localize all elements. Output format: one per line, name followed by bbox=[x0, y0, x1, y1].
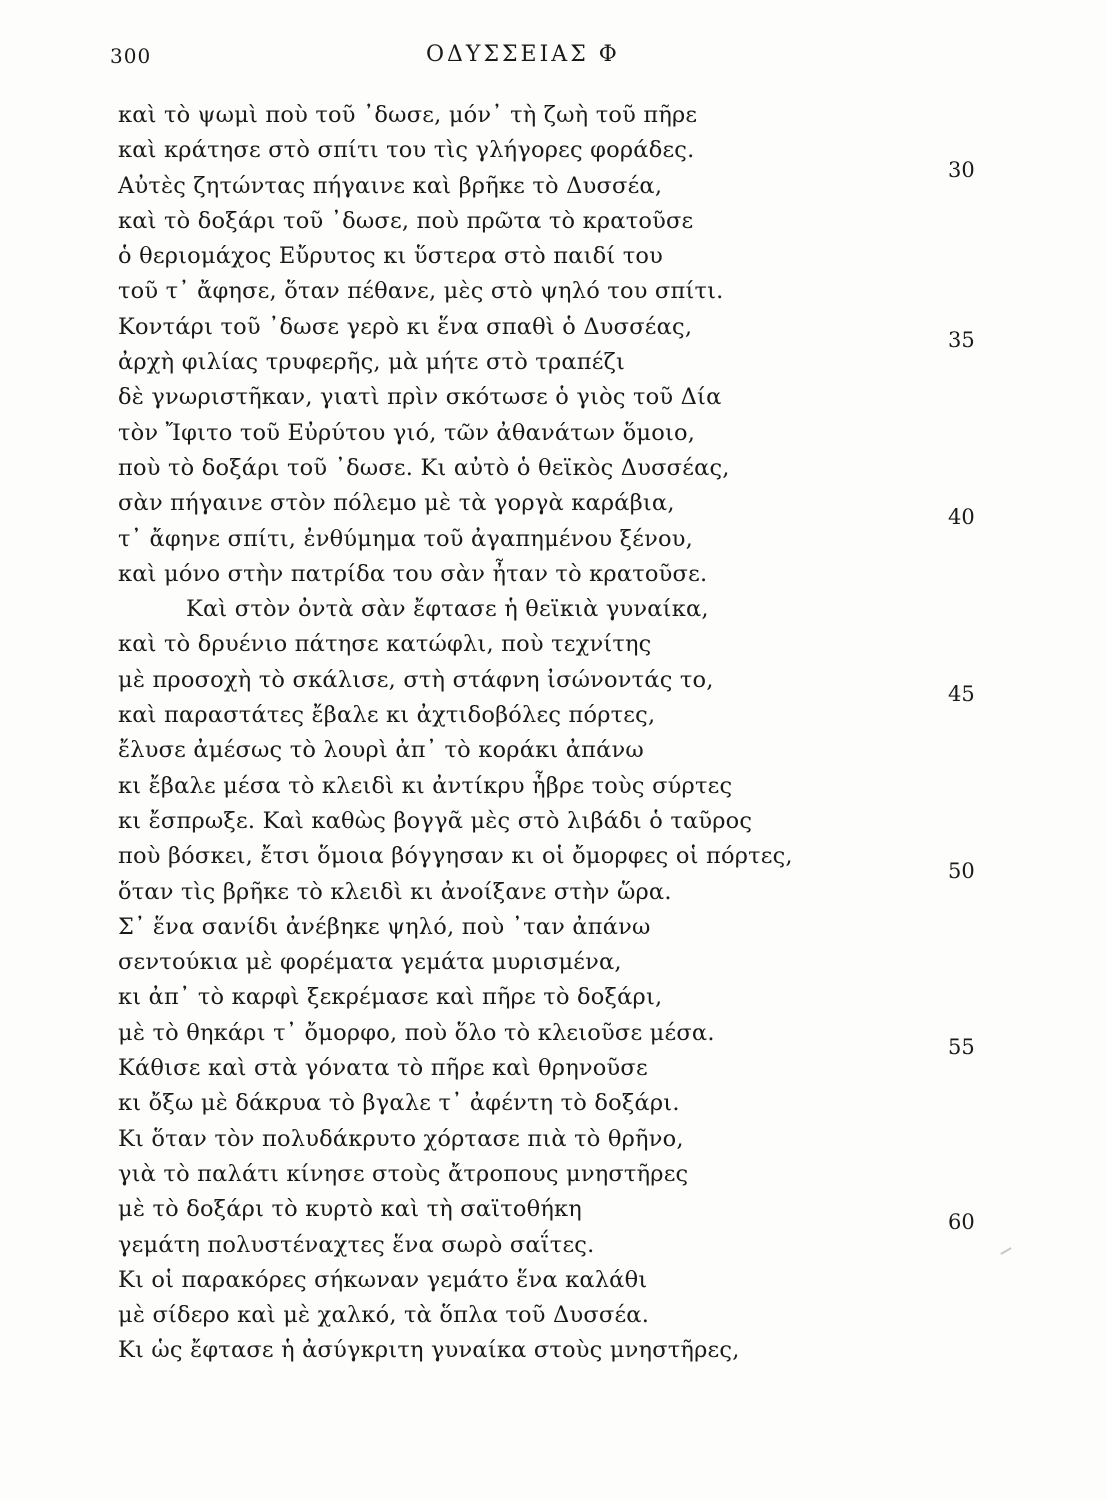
verse-line: καὶ τὸ δρυένιο πάτησε κατώφλι, ποὺ τεχνίτης bbox=[118, 631, 652, 658]
verse-line: ἔλυσε ἀμέσως τὸ λουρὶ ἀπ᾿ τὸ κοράκι ἀπάνω bbox=[118, 737, 644, 764]
line-number-50: 50 bbox=[948, 859, 975, 883]
page-mark bbox=[1000, 1247, 1011, 1255]
verse-line: Κι ὡς ἔφτασε ἡ ἀσύγκριτη γυναίκα στοὺς μνηστῆρες, bbox=[118, 1337, 740, 1364]
poem-text bbox=[118, 98, 938, 1369]
verse-line: τοῦ τ᾿ ἄφησε, ὅταν πέθανε, μὲς στὸ ψηλό του σπίτι. bbox=[118, 278, 724, 305]
running-title: ΟΔΥΣΣΕΙΑΣ Φ bbox=[426, 42, 620, 67]
verse-line: σεντούκια μὲ φορέματα γεμάτα μυρισμένα, bbox=[118, 949, 622, 976]
verse-line: ποὺ τὸ δοξάρι τοῦ ᾿δωσε. Κι αὐτὸ ὁ θεϊκὸς Δυσσέας, bbox=[118, 454, 730, 481]
verse-line: κι ἀπ᾿ τὸ καρφὶ ξεκρέμασε καὶ πῆρε τὸ δοξάρι, bbox=[118, 984, 663, 1011]
verse-line: γιὰ τὸ παλάτι κίνησε στοὺς ἄτροπους μνηστῆρες bbox=[118, 1160, 689, 1187]
verse-line: ποὺ βόσκει, ἔτσι ὅμοια βόγγησαν κι οἱ ὄμορφες οἱ πόρτες, bbox=[118, 843, 793, 870]
verse-line: ὅταν τὶς βρῆκε τὸ κλειδὶ κι ἀνοίξανε στὴν ὥρα. bbox=[118, 878, 672, 905]
line-number-40: 40 bbox=[948, 505, 975, 529]
verse-line: μὲ προσοχὴ τὸ σκάλισε, στὴ στάφνη ἰσώνοντάς το, bbox=[118, 666, 714, 693]
verse-line: τ᾿ ἄφηνε σπίτι, ἐνθύμημα τοῦ ἀγαπημένου ξένου, bbox=[118, 525, 693, 552]
verse-line: δὲ γνωριστῆκαν, γιατὶ πρὶν σκότωσε ὁ γιὸς τοῦ Δία bbox=[118, 384, 722, 411]
verse-line: σὰν πήγαινε στὸν πόλεμο μὲ τὰ γοργὰ καράβια, bbox=[118, 490, 675, 517]
verse-line: Αὐτὲς ζητώντας πήγαινε καὶ βρῆκε τὸ Δυσσέα, bbox=[118, 172, 663, 199]
verse-line: μὲ σίδερο καὶ μὲ χαλκό, τὰ ὅπλα τοῦ Δυσσέα. bbox=[118, 1302, 650, 1329]
page-number: 300 bbox=[110, 44, 152, 68]
verse-line: Κάθισε καὶ στὰ γόνατα τὸ πῆρε καὶ θρηνοῦσε bbox=[118, 1055, 648, 1082]
verse-line: Κοντάρι τοῦ ᾿δωσε γερὸ κι ἕνα σπαθὶ ὁ Δυσσέας, bbox=[118, 313, 693, 340]
verse-line: καὶ τὸ ψωμὶ ποὺ τοῦ ᾿δωσε, μόν᾿ τὴ ζωὴ τοῦ πῆρε bbox=[118, 102, 698, 128]
verse-line: Κι οἱ παρακόρες σήκωναν γεμάτο ἕνα καλάθι bbox=[118, 1266, 648, 1293]
verse-line: καὶ τὸ δοξάρι τοῦ ᾿δωσε, ποὺ πρῶτα τὸ κρατοῦσε bbox=[118, 207, 694, 234]
verse-line: τὸν Ἴφιτο τοῦ Εὐρύτου γιό, τῶν ἀθανάτων ὅμοιο, bbox=[118, 419, 696, 446]
verse-line: καὶ μόνο στὴν πατρίδα του σὰν ἦταν τὸ κρατοῦσε. bbox=[118, 560, 708, 587]
verse-line: Καὶ στὸν ὀντὰ σὰν ἔφτασε ἡ θεϊκιὰ γυναίκα, bbox=[186, 596, 709, 623]
verse-line: κι ἔσπρωξε. Καὶ καθὼς βογγᾶ μὲς στὸ λιβάδι ὁ ταῦρος bbox=[118, 807, 753, 834]
verse-line: κι ὄξω μὲ δάκρυα τὸ βγαλε τ᾿ ἀφέντη τὸ δοξάρι. bbox=[118, 1090, 680, 1117]
line-number-30: 30 bbox=[948, 158, 975, 182]
line-number-35: 35 bbox=[948, 328, 975, 352]
verse-line: Σ᾿ ἕνα σανίδι ἀνέβηκε ψηλό, ποὺ ᾿ταν ἀπάνω bbox=[118, 913, 651, 940]
verse-line: γεμάτη πολυστέναχτες ἕνα σωρὸ σαΐτες. bbox=[118, 1231, 595, 1258]
verse-line: καὶ παραστάτες ἔβαλε κι ἀχτιδοβόλες πόρτες, bbox=[118, 702, 656, 729]
verse-line: κι ἔβαλε μέσα τὸ κλειδὶ κι ἀντίκρυ ἧβρε τοὺς σύρτες bbox=[118, 772, 733, 799]
verse-line: μὲ τὸ δοξάρι τὸ κυρτὸ καὶ τὴ σαϊτοθήκη bbox=[118, 1196, 582, 1223]
line-number-60: 60 bbox=[948, 1210, 975, 1234]
line-number-45: 45 bbox=[948, 682, 975, 706]
verse-line: καὶ κράτησε στὸ σπίτι του τὶς γλήγορες φοράδες. bbox=[118, 137, 695, 164]
verse-line: μὲ τὸ θηκάρι τ᾿ ὄμορφο, ποὺ ὅλο τὸ κλειοῦσε μέσα. bbox=[118, 1019, 715, 1046]
verse-line: ὁ θεριομάχος Εὔρυτος κι ὕστερα στὸ παιδί του bbox=[118, 243, 664, 270]
verse-line: Κι ὅταν τὸν πολυδάκρυτο χόρτασε πιὰ τὸ θρῆνο, bbox=[118, 1125, 684, 1152]
line-number-55: 55 bbox=[948, 1035, 975, 1059]
verse-line: ἀρχὴ φιλίας τρυφερῆς, μὰ μήτε στὸ τραπέζι bbox=[118, 349, 626, 376]
